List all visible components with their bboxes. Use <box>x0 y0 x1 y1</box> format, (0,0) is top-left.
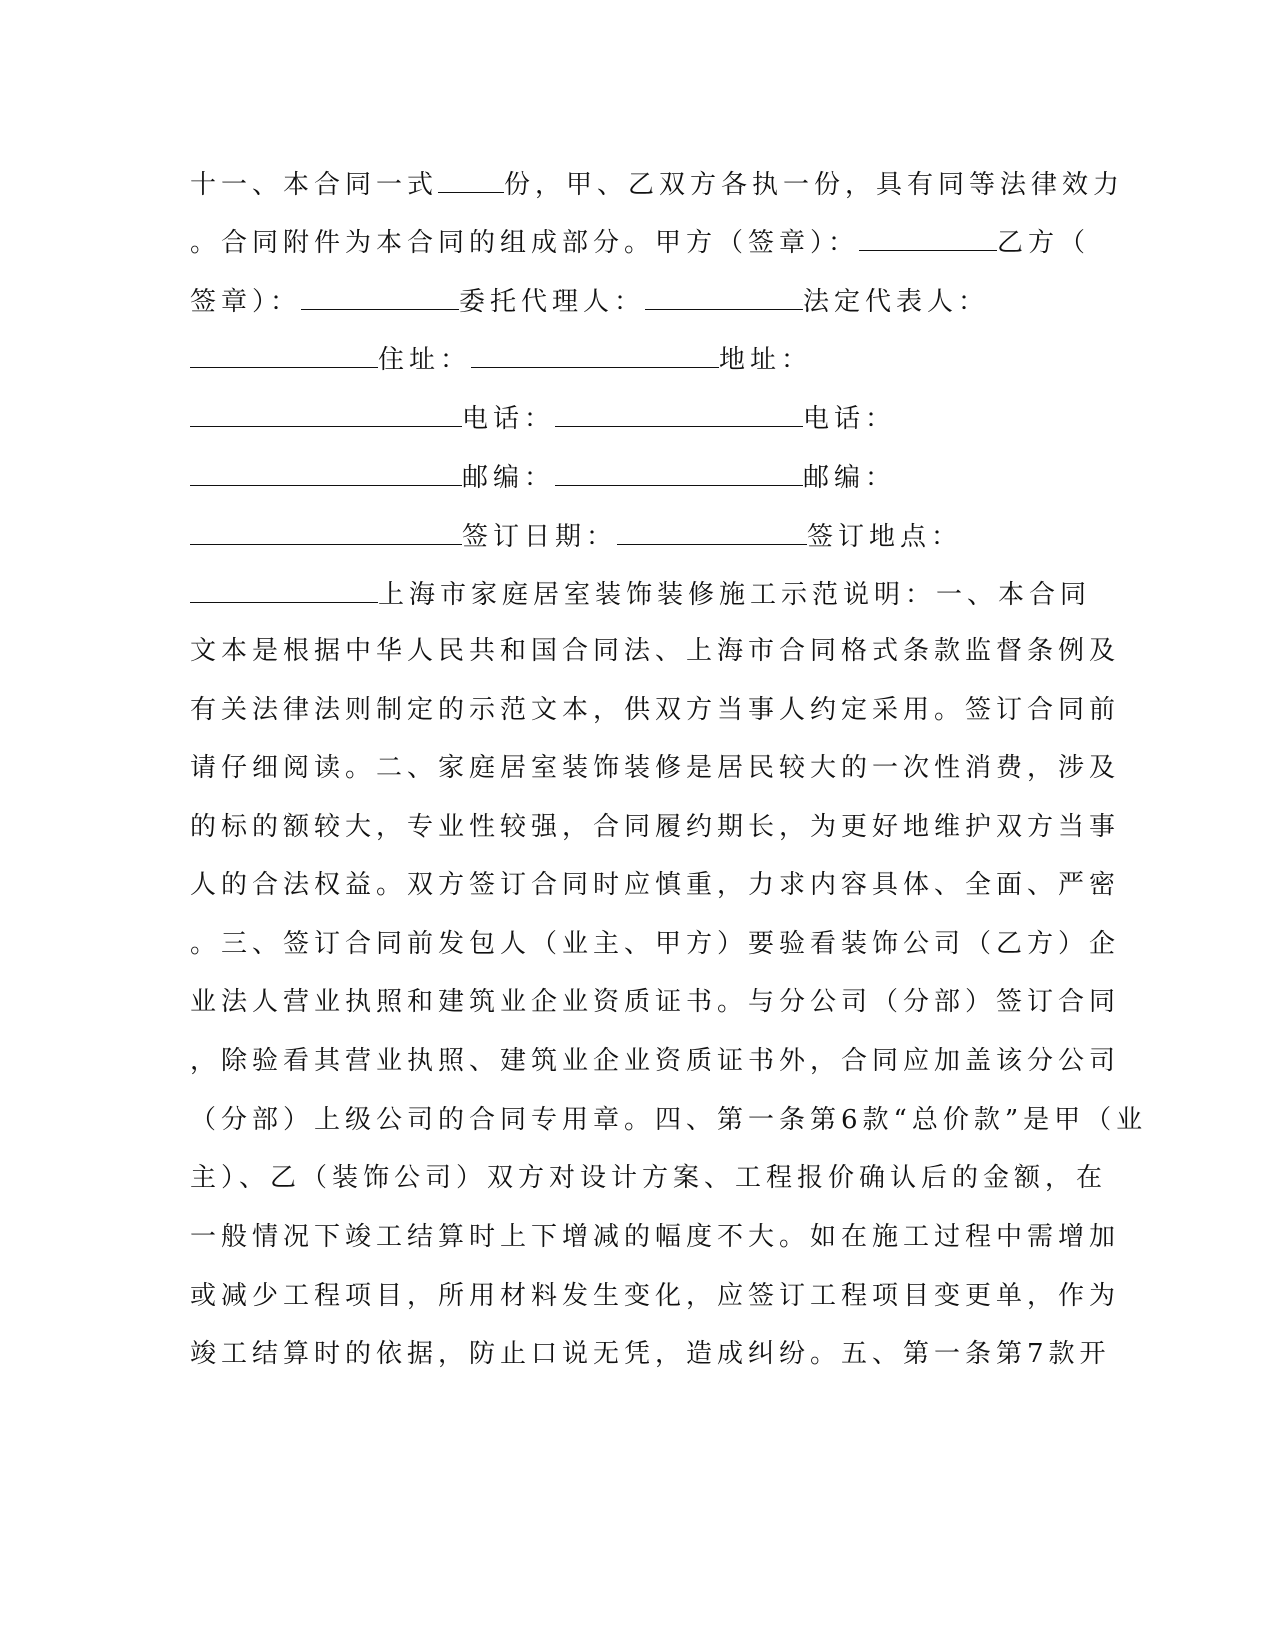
text-line: 的标的额较大，专业性较强，合同履约期长，为更好地维护双方当事 <box>190 812 1121 842</box>
phone-b-blank <box>190 461 462 486</box>
text-line: 。三、签订合同前发包人（业主、甲方）要验看装饰公司（乙方）企 <box>190 929 1121 959</box>
sign-date-blank <box>617 520 807 545</box>
phone-a-blank <box>555 402 803 427</box>
party-a-signature-blank <box>859 226 997 251</box>
address-blank <box>190 402 462 427</box>
residence-blank <box>471 343 719 368</box>
postcode-b-blank <box>190 520 462 545</box>
text-line: 人的合法权益。双方签订合同时应慎重，力求内容具体、全面、严密 <box>190 870 1121 900</box>
legal-rep-blank <box>190 343 378 368</box>
text-line: 上海市家庭居室装饰装修施工示范说明：一、本合同 <box>190 578 1091 610</box>
text-line: 一般情况下竣工结算时上下增减的幅度不大。如在施工过程中需增加 <box>190 1222 1121 1252</box>
text-line: （分部）上级公司的合同专用章。四、第一条第6款“总价款”是甲（业 <box>190 1105 1148 1135</box>
copies-blank <box>438 168 504 193</box>
text-line: 主）、乙（装饰公司）双方对设计方案、工程报价确认后的金额，在 <box>190 1163 1108 1193</box>
text-line: 十一、本合同一式 份，甲、乙双方各执一份，具有同等法律效力 <box>190 170 1125 200</box>
text-line: 或减少工程项目，所用材料发生变化，应签订工程项目变更单，作为 <box>190 1281 1121 1311</box>
text-line: ，除验看其营业执照、建筑业企业资质证书外，合同应加盖该分公司 <box>190 1046 1121 1076</box>
text-line: 签订日期： 签订地点： <box>190 520 962 552</box>
text-line: 邮编： 邮编： <box>190 461 896 493</box>
text-line: 竣工结算时的依据，防止口说无凭，造成纠纷。五、第一条第7款开 <box>190 1339 1111 1369</box>
text-line: 。合同附件为本合同的组成部分。甲方（签章）： 乙方（ <box>190 228 1091 258</box>
text-line: 文本是根据中华人民共和国合同法、上海市合同格式条款监督条例及 <box>190 636 1121 666</box>
text-line: 住址： 地址： <box>190 343 812 375</box>
text-line: 请仔细阅读。二、家庭居室装饰装修是居民较大的一次性消费，涉及 <box>190 753 1121 783</box>
text-line: 业法人营业执照和建筑业企业资质证书。与分公司（分部）签订合同 <box>190 987 1121 1017</box>
party-b-signature-blank <box>301 285 459 310</box>
text-line: 有关法律法则制定的示范文本，供双方当事人约定采用。签订合同前 <box>190 695 1121 725</box>
sign-place-blank <box>190 578 378 603</box>
text-line: 签章）： 委托代理人： 法定代表人： <box>190 287 990 317</box>
postcode-a-blank <box>555 461 803 486</box>
agent-blank <box>645 285 803 310</box>
text-line: 电话： 电话： <box>190 402 896 434</box>
